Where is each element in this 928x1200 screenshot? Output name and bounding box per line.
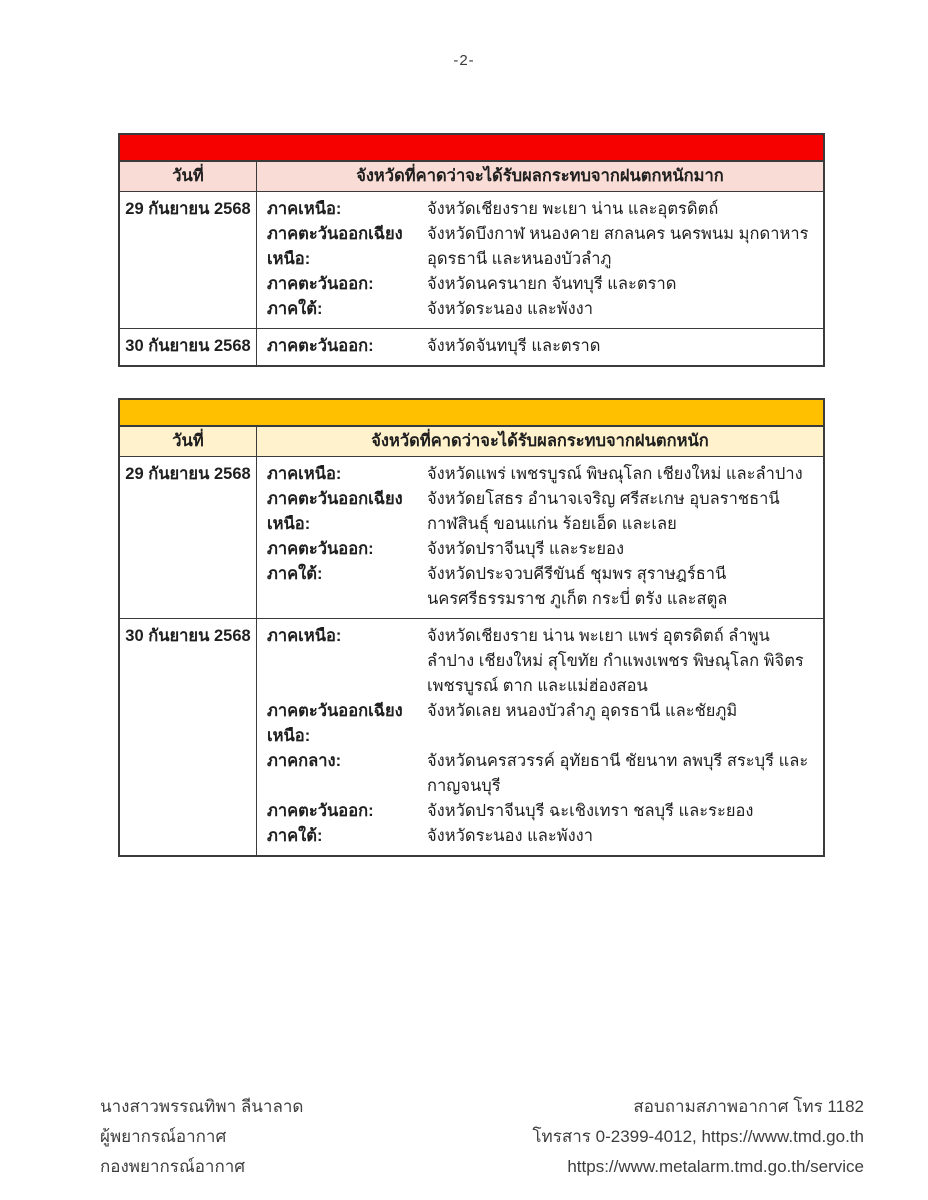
- table-row: [120, 192, 823, 328]
- province-list: จังหวัดระนอง และพังงา: [427, 300, 593, 318]
- footer-signoff: [100, 1092, 303, 1182]
- severe-rain-table: [118, 133, 825, 367]
- province-list: จังหวัดเลย หนองบัวลำภู อุดรธานี และชัยภูมิ: [427, 702, 738, 720]
- province-list: จังหวัดยโสธร อำนาจเจริญ ศรีสะเกษ อุบลราชธานี กาฬสินธุ์ ขอนแก่น ร้อยเอ็ด และเลย: [427, 490, 780, 533]
- region-label: ภาคกลาง:: [267, 752, 342, 770]
- region-label: ภาคใต้:: [267, 300, 323, 318]
- region-line: [267, 297, 811, 322]
- forecaster-title: ผู้พยากรณ์อากาศ: [100, 1127, 227, 1146]
- region-line: [267, 799, 811, 824]
- region-line: [267, 272, 811, 297]
- region-line: [267, 824, 811, 849]
- region-line: [267, 699, 811, 749]
- regions-cell: [257, 457, 823, 618]
- table-row: [120, 328, 823, 365]
- region-label: ภาคเหนือ:: [267, 627, 342, 645]
- region-label: ภาคใต้:: [267, 827, 323, 845]
- region-label: ภาคตะวันออกเฉียงเหนือ:: [267, 702, 403, 745]
- region-line: [267, 562, 811, 612]
- date-cell: 30 กันยายน 2568: [120, 619, 257, 855]
- table-header-row: [120, 162, 823, 192]
- province-list: จังหวัดนครสวรรค์ อุทัยธานี ชัยนาท ลพบุรี สระบุรี และกาญจนบุรี: [427, 752, 809, 795]
- header-date-column: วันที่: [120, 162, 257, 191]
- province-list: จังหวัดบึงกาฬ หนองคาย สกลนคร นครพนม มุกดาหาร อุดรธานี และหนองบัวลำภู: [427, 225, 809, 268]
- regions-cell: [257, 329, 823, 365]
- region-line: [267, 624, 811, 699]
- province-list: จังหวัดจันทบุรี และตราด: [427, 337, 601, 355]
- heavy-rain-table: [118, 398, 825, 857]
- region-line: [267, 222, 811, 272]
- table-header-row: [120, 427, 823, 457]
- region-line: [267, 487, 811, 537]
- region-line: [267, 749, 811, 799]
- regions-cell: [257, 192, 823, 328]
- province-list: จังหวัดแพร่ เพชรบูรณ์ พิษณุโลก เชียงใหม่ และลำปาง: [427, 465, 803, 483]
- region-label: ภาคตะวันออก:: [267, 275, 374, 293]
- header-impact-column: จังหวัดที่คาดว่าจะได้รับผลกระทบจากฝนตกหนัก: [371, 432, 709, 450]
- region-label: ภาคใต้:: [267, 565, 323, 583]
- table-row: [120, 618, 823, 855]
- header-date-column: วันที่: [120, 427, 257, 456]
- province-list: จังหวัดปราจีนบุรี และระยอง: [427, 540, 625, 558]
- contact-metalarm-url: https://www.metalarm.tmd.go.th/service: [567, 1157, 864, 1176]
- region-label: ภาคตะวันออก:: [267, 802, 374, 820]
- region-label: ภาคเหนือ:: [267, 465, 342, 483]
- page-number: -2-: [453, 52, 475, 69]
- region-line: [267, 197, 811, 222]
- date-cell: 30 กันยายน 2568: [120, 329, 257, 365]
- region-line: [267, 462, 811, 487]
- contact-fax-website: โทรสาร 0-2399-4012, https://www.tmd.go.th: [532, 1127, 864, 1146]
- province-list: จังหวัดเชียงราย พะเยา น่าน และอุตรดิตถ์: [427, 200, 719, 218]
- heavy-rain-banner: [120, 400, 823, 427]
- date-cell: 29 กันยายน 2568: [120, 457, 257, 618]
- region-label: ภาคตะวันออกเฉียงเหนือ:: [267, 225, 403, 268]
- region-label: ภาคตะวันออก:: [267, 337, 374, 355]
- region-label: ภาคเหนือ:: [267, 200, 342, 218]
- footer-contact: [532, 1092, 864, 1182]
- province-list: จังหวัดเชียงราย น่าน พะเยา แพร่ อุตรดิตถ์ ลำพูน ลำปาง เชียงใหม่ สุโขทัย กำแพงเพชร พิษณุโลก พิจิตร เพชรบูรณ์ ตาก และแม่ฮ่องสอน: [427, 627, 804, 695]
- contact-phone: สอบถามสภาพอากาศ โทร 1182: [633, 1097, 864, 1116]
- header-impact-column: จังหวัดที่คาดว่าจะได้รับผลกระทบจากฝนตกหนักมาก: [356, 167, 724, 185]
- province-list: จังหวัดนครนายก จันทบุรี และตราด: [427, 275, 677, 293]
- province-list: จังหวัดปราจีนบุรี ฉะเชิงเทรา ชลบุรี และระยอง: [427, 802, 754, 820]
- severe-rain-banner: [120, 135, 823, 162]
- table-row: [120, 457, 823, 618]
- region-label: ภาคตะวันออก:: [267, 540, 374, 558]
- region-label: ภาคตะวันออกเฉียงเหนือ:: [267, 490, 403, 533]
- date-cell: 29 กันยายน 2568: [120, 192, 257, 328]
- forecaster-name: นางสาวพรรณทิพา ลีนาลาด: [100, 1097, 304, 1116]
- region-line: [267, 537, 811, 562]
- regions-cell: [257, 619, 823, 855]
- forecaster-division: กองพยากรณ์อากาศ: [100, 1157, 246, 1176]
- province-list: จังหวัดประจวบคีรีขันธ์ ชุมพร สุราษฎร์ธานี นครศรีธรรมราช ภูเก็ต กระบี่ ตรัง และสตูล: [427, 565, 728, 608]
- province-list: จังหวัดระนอง และพังงา: [427, 827, 593, 845]
- region-line: [267, 334, 811, 359]
